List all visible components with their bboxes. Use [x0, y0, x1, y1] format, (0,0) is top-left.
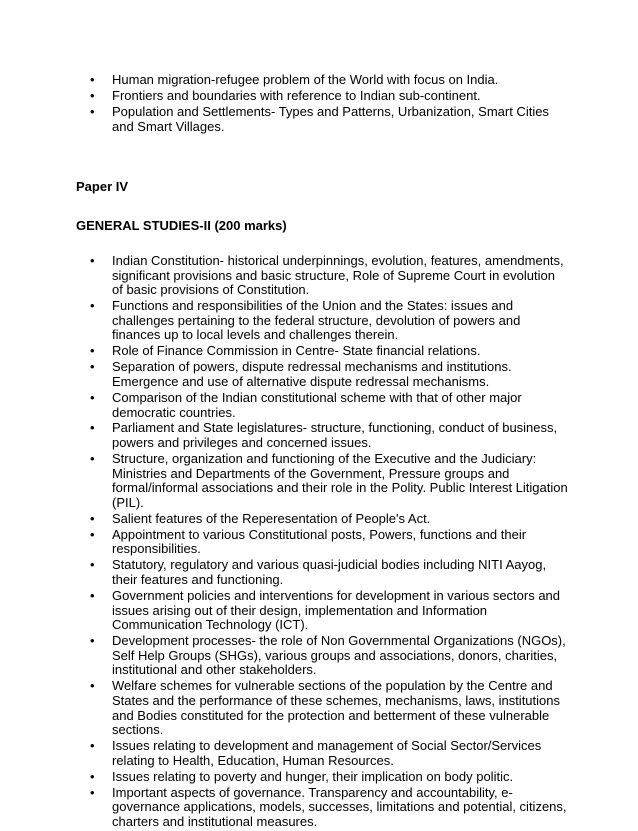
list-item: • Issues relating to development and management of Social Sector/Services relating to Health, Education, Human Resources.: [90, 739, 568, 768]
list-item: • Salient features of the Reperesentation of People's Act.: [90, 512, 568, 527]
list-item: • Government policies and interventions for development in various sectors and issues arising out of their design, implementation and Information Communication Technology (ICT).: [90, 589, 568, 633]
list-item: • Comparison of the Indian constitutional scheme with that of other major democratic countries.: [90, 391, 568, 420]
list-item: • Structure, organization and functioning of the Executive and the Judiciary: Ministries and Departments of the Government, Pressure groups and formal/informal associations and their role in the Polity. Public Interest Litigation (PIL).: [90, 452, 568, 510]
list-item: • Parliament and State legislatures- structure, functioning, conduct of business, powers and privileges and concerned issues.: [90, 421, 568, 450]
list-item: • Appointment to various Constitutional posts, Powers, functions and their responsibilities.: [90, 528, 568, 557]
list-item: • Population and Settlements- Types and Patterns, Urbanization, Smart Cities and Smart Villages.: [90, 105, 568, 134]
syllabus-topics-list: [90, 254, 568, 831]
list-item: • Role of Finance Commission in Centre- State financial relations.: [90, 344, 568, 359]
list-item: • Human migration-refugee problem of the World with focus on India.: [90, 73, 568, 88]
list-item: • Indian Constitution- historical underpinnings, evolution, features, amendments, significant provisions and basic structure, Role of Supreme Court in evolution of basic provisions of Constitution.: [90, 254, 568, 298]
migration-topics-list: [90, 73, 568, 136]
list-item: • Issues relating to poverty and hunger, their implication on body politic.: [90, 770, 568, 785]
list-item: • Welfare schemes for vulnerable sections of the population by the Centre and States and the performance of these schemes, mechanisms, laws, institutions and Bodies constituted for the protection and betterment of these vulnerable sections.: [90, 679, 568, 737]
paper-heading: Paper IV: [76, 179, 129, 194]
section-heading: GENERAL STUDIES-II (200 marks): [76, 218, 287, 233]
list-item: • Frontiers and boundaries with reference to Indian sub-continent.: [90, 89, 568, 104]
list-item: • Statutory, regulatory and various quasi-judicial bodies including NITI Aayog, their features and functioning.: [90, 558, 568, 587]
list-item: • Separation of powers, dispute redressal mechanisms and institutions. Emergence and use of alternative dispute redressal mechanisms.: [90, 360, 568, 389]
list-item: • Development processes- the role of Non Governmental Organizations (NGOs), Self Help Groups (SHGs), various groups and associations, donors, charities, institutional and other stakeholders.: [90, 634, 568, 678]
list-item: • Functions and responsibilities of the Union and the States: issues and challenges pertaining to the federal structure, devolution of powers and finances up to local levels and challenges therein.: [90, 299, 568, 343]
list-item: • Important aspects of governance. Transparency and accountability, e-governance applications, models, successes, limitations and potential, citizens, charters and institutional measures.: [90, 786, 568, 830]
